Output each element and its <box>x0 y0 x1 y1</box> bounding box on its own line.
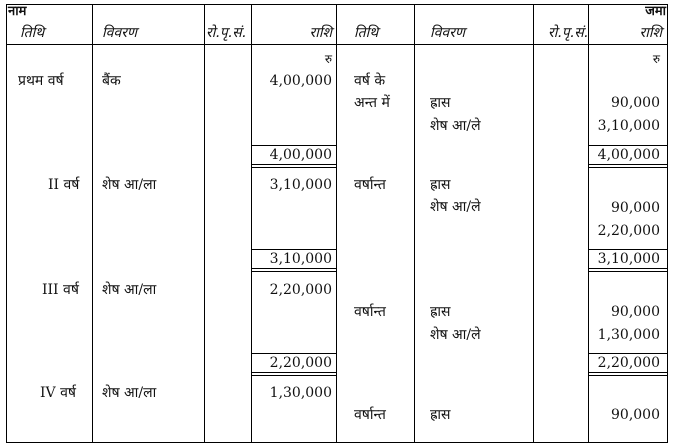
credit-date: वर्ष के <box>354 73 386 89</box>
credit-particulars: शेष आ/ले <box>430 118 481 134</box>
debit-col-date: तिथि <box>20 25 45 41</box>
total-rule <box>589 268 667 269</box>
debit-amount: 3,10,000 <box>269 177 332 193</box>
credit-amount: 90,000 <box>611 200 660 216</box>
debit-particulars: बैंक <box>102 73 121 89</box>
total-rule <box>252 375 336 376</box>
credit-amount: 90,000 <box>611 95 660 111</box>
credit-col-particulars: विवरण <box>430 25 466 41</box>
credit-particulars: शेष आ/ले <box>430 199 481 215</box>
credit-date: वर्षान्त <box>354 407 386 423</box>
total-rule <box>589 164 667 165</box>
total-rule <box>252 372 336 373</box>
credit-amount: 3,10,000 <box>597 118 660 134</box>
credit-total: 2,20,000 <box>597 355 660 371</box>
total-rule <box>589 167 667 168</box>
debit-total: 3,10,000 <box>269 251 332 267</box>
debit-amount: 1,30,000 <box>269 385 332 401</box>
right-border <box>667 4 668 442</box>
credit-currency-symbol: रु <box>652 52 660 66</box>
credit-total: 3,10,000 <box>597 251 660 267</box>
debit-amount: 4,00,000 <box>269 73 332 89</box>
debit-date: II वर्ष <box>48 177 80 193</box>
debit-col-particulars: विवरण <box>102 25 138 41</box>
debit-col-amount: राशि <box>309 25 332 41</box>
credit-particulars: शेष आ/ले <box>430 327 481 343</box>
debit-total: 2,20,000 <box>269 355 332 371</box>
debit-particulars: शेष आ/ला <box>102 385 157 401</box>
col-divider <box>251 4 252 442</box>
center-divider <box>336 4 337 442</box>
debit-date: IV वर्ष <box>40 385 76 401</box>
total-rule <box>589 271 667 272</box>
credit-date: वर्षान्त <box>354 177 386 193</box>
left-border <box>6 4 7 442</box>
bottom-border <box>6 442 668 443</box>
col-divider <box>533 4 534 442</box>
debit-date: प्रथम वर्ष <box>18 73 64 89</box>
credit-date: अन्त में <box>354 95 390 111</box>
credit-amount: 90,000 <box>611 407 660 423</box>
credit-date: वर्षान्त <box>354 304 386 320</box>
total-rule <box>589 375 667 376</box>
credit-col-folio: रो.पृ.सं. <box>548 25 589 41</box>
debit-particulars: शेष आ/ला <box>102 177 157 193</box>
col-divider <box>588 4 589 442</box>
credit-amount: 2,20,000 <box>597 223 660 239</box>
top-border <box>6 4 668 5</box>
credit-particulars: ह्रास <box>430 407 451 423</box>
total-rule <box>252 271 336 272</box>
col-divider <box>92 4 93 442</box>
debit-col-folio: रो.पृ.सं. <box>206 25 247 41</box>
total-rule <box>252 164 336 165</box>
total-rule <box>252 167 336 168</box>
debit-currency-symbol: रु <box>324 52 332 66</box>
credit-total: 4,00,000 <box>597 147 660 163</box>
debit-amount: 2,20,000 <box>269 282 332 298</box>
jama-label: जमा <box>645 4 666 19</box>
credit-particulars: ह्रास <box>430 95 451 111</box>
debit-date: III वर्ष <box>42 282 79 298</box>
header-bottom-border <box>6 44 668 45</box>
col-divider <box>204 4 205 442</box>
col-divider <box>414 4 415 442</box>
credit-particulars: ह्रास <box>430 304 451 320</box>
credit-amount: 90,000 <box>611 304 660 320</box>
debit-total: 4,00,000 <box>269 147 332 163</box>
credit-amount: 1,30,000 <box>597 327 660 343</box>
credit-particulars: ह्रास <box>430 177 451 193</box>
total-rule <box>252 268 336 269</box>
debit-particulars: शेष आ/ला <box>102 282 157 298</box>
name-label: नाम <box>8 4 27 19</box>
credit-col-amount: राशि <box>639 25 662 41</box>
credit-col-date: तिथि <box>354 25 379 41</box>
total-rule <box>589 372 667 373</box>
